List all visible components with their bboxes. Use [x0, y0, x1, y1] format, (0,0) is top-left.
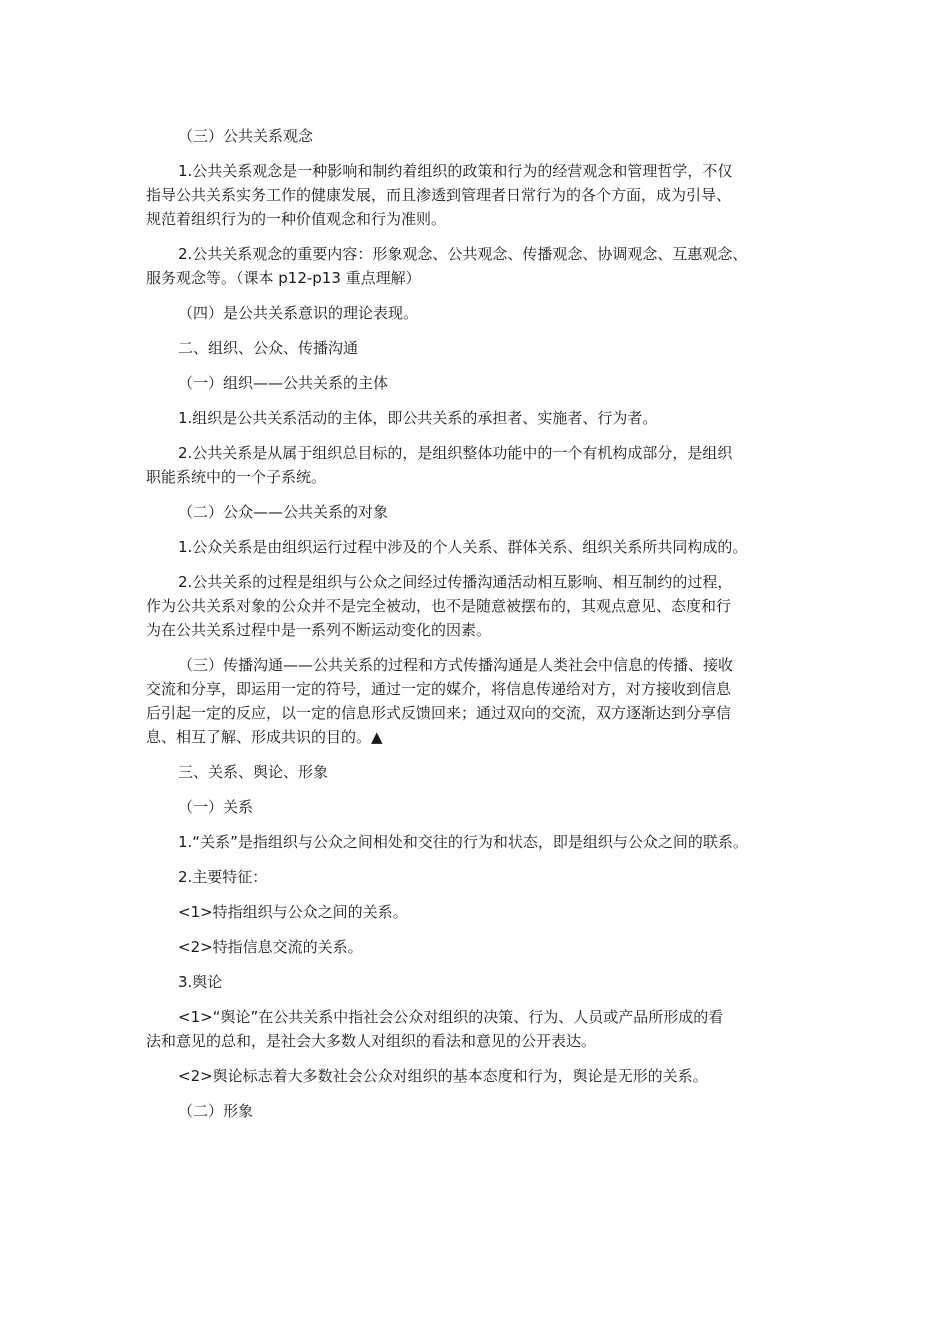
list-item — [146, 1005, 828, 1053]
text-line: 息、相互了解、形成共识的目的。▲ — [146, 728, 383, 746]
paragraph — [146, 159, 828, 231]
text-line: 2.公共关系是从属于组织总目标的，是组织整体功能中的一个有机构成部分，是组织 — [178, 444, 733, 462]
text-line: 指导公共关系实务工作的健康发展，而且渗透到管理者日常行为的各个方面，成为引导、 — [146, 186, 732, 204]
section-heading — [146, 371, 828, 395]
text-line: 1.公众关系是由组织运行过程中涉及的个人关系、群体关系、组织关系所共同构成的。 — [178, 538, 748, 556]
paragraph — [146, 535, 828, 559]
list-item — [146, 900, 828, 924]
text-line: 1.组织是公共关系活动的主体，即公共关系的承担者、实施者、行为者。 — [178, 409, 658, 427]
text-line: <2>舆论标志着大多数社会公众对组织的基本态度和行为，舆论是无形的关系。 — [178, 1067, 708, 1085]
text-line: 二、组织、公众、传播沟通 — [178, 339, 359, 357]
text-line: 1.公共关系观念是一种影响和制约着组织的政策和行为的经营观念和管理哲学，不仅 — [178, 162, 733, 180]
text-line: （三）传播沟通——公共关系的过程和方式传播沟通是人类社会中信息的传播、接收 — [178, 656, 734, 674]
text-line: 服务观念等。（课本 p12-p13 重点理解） — [146, 269, 421, 287]
text-line: （二）公众——公共关系的对象 — [178, 503, 389, 521]
text-line: （一）关系 — [178, 798, 254, 816]
text-line: 为在公共关系过程中是一系列不断运动变化的因素。 — [146, 621, 492, 639]
paragraph — [146, 242, 828, 290]
text-line: 2.公共关系观念的重要内容：形象观念、公共观念、传播观念、协调观念、互惠观念、 — [178, 245, 748, 263]
paragraph — [146, 441, 828, 489]
paragraph — [146, 570, 828, 642]
text-line: <1>特指组织与公众之间的关系。 — [178, 903, 408, 921]
section-heading — [146, 795, 828, 819]
text-line: <1>“舆论”在公共关系中指社会公众对组织的决策、行为、人员或产品所形成的看 — [178, 1008, 724, 1026]
section-heading — [146, 500, 828, 524]
text-line: （二）形象 — [178, 1102, 254, 1120]
text-line: 职能系统中的一个子系统。 — [146, 468, 327, 486]
document-body — [146, 124, 828, 1134]
text-line: 2.主要特征： — [178, 868, 268, 886]
text-line: （三）公共关系观念 — [178, 127, 314, 145]
text-line: （四）是公共关系意识的理论表现。 — [178, 304, 419, 322]
text-line: 1.“关系”是指组织与公众之间相处和交往的行为和状态，即是组织与公众之间的联系。 — [178, 833, 748, 851]
section-heading — [146, 760, 828, 784]
paragraph — [146, 865, 828, 889]
text-line: 后引起一定的反应，以一定的信息形式反馈回来；通过双向的交流，双方逐渐达到分享信 — [146, 704, 732, 722]
text-line: 法和意见的总和，是社会大多数人对组织的看法和意见的公开表达。 — [146, 1032, 597, 1050]
text-line: 2.公共关系的过程是组织与公众之间经过传播沟通活动相互影响、相互制约的过程， — [178, 573, 733, 591]
section-heading — [146, 124, 828, 148]
paragraph — [146, 653, 828, 749]
text-line: 交流和分享，即运用一定的符号，通过一定的媒介，将信息传递给对方，对方接收到信息 — [146, 680, 732, 698]
text-line: <2>特指信息交流的关系。 — [178, 938, 363, 956]
paragraph — [146, 970, 828, 994]
paragraph — [146, 406, 828, 430]
text-line: 三、关系、舆论、形象 — [178, 763, 329, 781]
text-line: 规范着组织行为的一种价值观念和行为准则。 — [146, 210, 447, 228]
text-line: 3.舆论 — [178, 973, 223, 991]
paragraph — [146, 301, 828, 325]
section-heading — [146, 1099, 828, 1123]
paragraph — [146, 830, 828, 854]
list-item — [146, 935, 828, 959]
section-heading — [146, 336, 828, 360]
text-line: （一）组织——公共关系的主体 — [178, 374, 389, 392]
text-line: 作为公共关系对象的公众并不是完全被动，也不是随意被摆布的，其观点意见、态度和行 — [146, 597, 732, 615]
list-item — [146, 1064, 828, 1088]
